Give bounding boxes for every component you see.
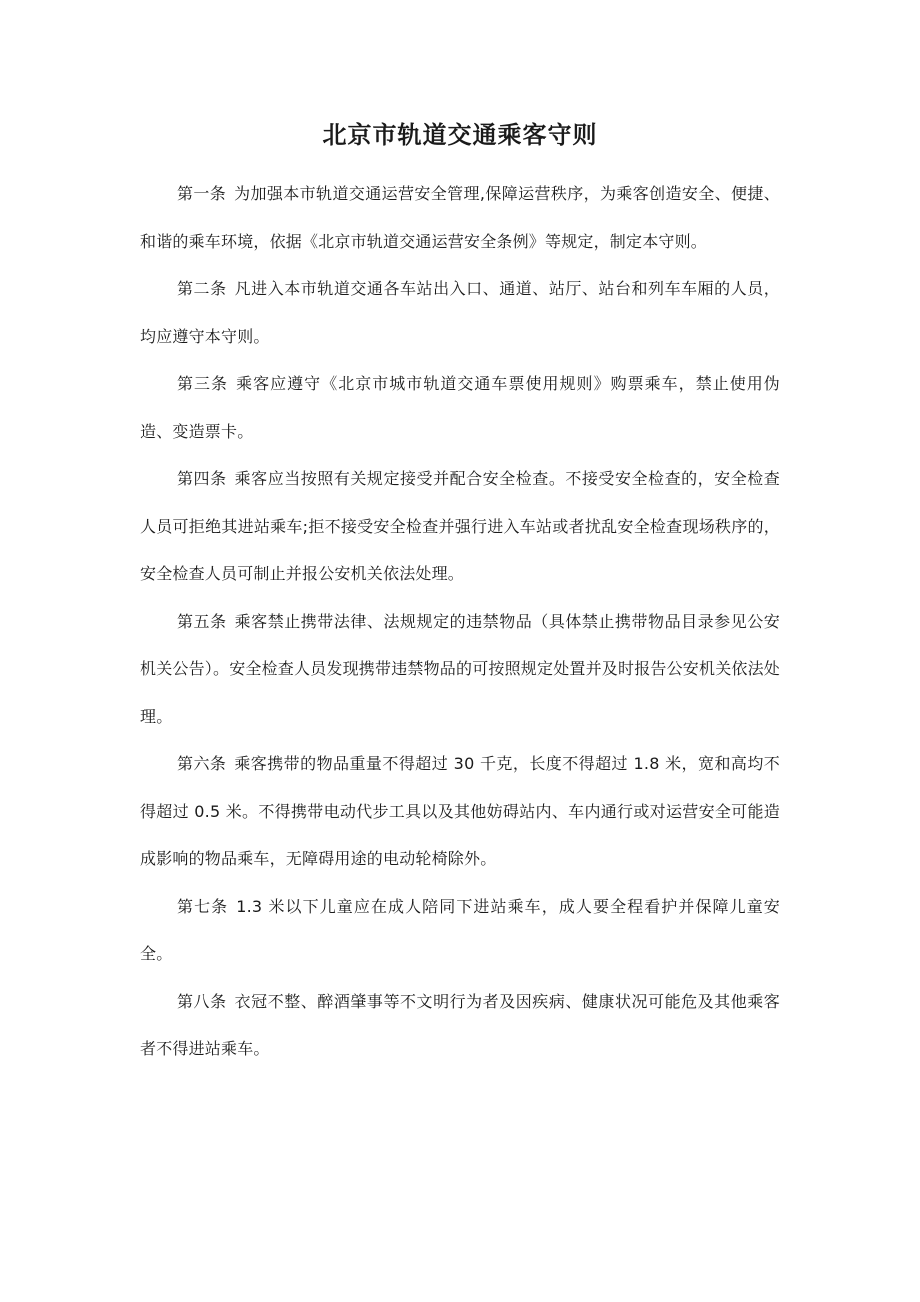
article-text: 乘客应遵守《北京市城市轨道交通车票使用规则》购票乘车，禁止使用伪造、变造票卡。 — [140, 374, 780, 441]
article-2 — [140, 265, 780, 360]
document-body — [140, 170, 780, 1073]
article-8 — [140, 978, 780, 1073]
article-7 — [140, 883, 780, 978]
article-text: 乘客禁止携带法律、法规规定的违禁物品（具体禁止携带物品目录参见公安机关公告）。安全检查人员发现携带违禁物品的可按照规定处置并及时报告公安机关依法处理。 — [140, 611, 781, 726]
article-label: 第一条 — [177, 184, 227, 203]
article-label: 第七条 — [177, 896, 229, 916]
article-3 — [140, 360, 780, 455]
article-text: 乘客应当按照有关规定接受并配合安全检查。不接受安全检查的，安全检查人员可拒绝其进站乘车;拒不接受安全检查并强行进入车站或者扰乱安全检查现场秩序的，安全检查人员可制止并报公安机关依法处理。 — [140, 469, 780, 583]
article-label: 第八条 — [177, 991, 227, 1011]
article-text: 凡进入本市轨道交通各车站出入口、通道、站厅、站台和列车车厢的人员，均应遵守本守则。 — [140, 279, 780, 346]
article-5 — [140, 598, 780, 741]
article-1 — [140, 170, 780, 265]
article-4 — [140, 455, 780, 598]
article-label: 第五条 — [177, 611, 227, 631]
article-label: 第六条 — [177, 754, 227, 773]
article-text: 1.3 米以下儿童应在成人陪同下进站乘车，成人要全程看护并保障儿童安全。 — [140, 896, 780, 963]
article-label: 第三条 — [177, 374, 229, 393]
article-6 — [140, 740, 780, 883]
article-label: 第二条 — [177, 279, 227, 298]
article-text: 乘客携带的物品重量不得超过 30 千克，长度不得超过 1.8 米，宽和高均不得超过 0.5 米。不得携带电动代步工具以及其他妨碍站内、车内通行或对运营安全可能造成影响的物品乘车，无障碍用途的电动轮椅除外。 — [140, 754, 780, 868]
article-text: 衣冠不整、醉酒肇事等不文明行为者及因疾病、健康状况可能危及其他乘客者不得进站乘车。 — [140, 991, 780, 1058]
article-text: 为加强本市轨道交通运营安全管理,保障运营秩序，为乘客创造安全、便捷、和谐的乘车环境，依据《北京市轨道交通运营安全条例》等规定，制定本守则。 — [140, 184, 781, 251]
document-title: 北京市轨道交通乘客守则 — [322, 121, 598, 149]
article-label: 第四条 — [177, 469, 227, 488]
